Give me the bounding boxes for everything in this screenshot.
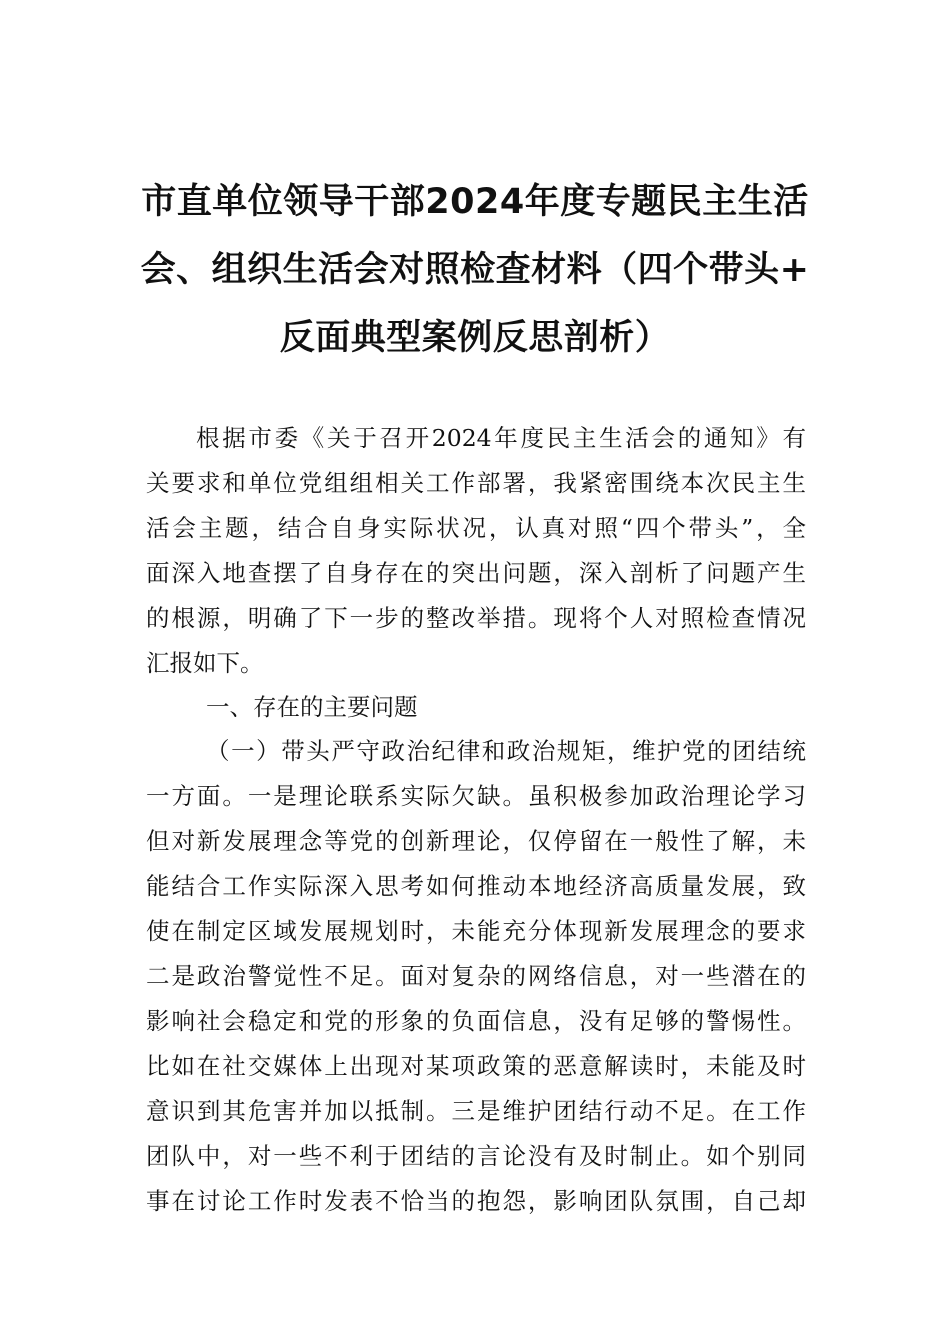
body-line: 事在讨论工作时发表不恰当的抱怨，影响团队氛围，自己却 bbox=[146, 1187, 806, 1215]
body-line: 比如在社交媒体上出现对某项政策的恶意解读时，未能及时 bbox=[146, 1052, 806, 1080]
body-line: 意识到其危害并加以抵制。三是维护团结行动不足。在工作 bbox=[146, 1097, 806, 1125]
title-line: 反面典型案例反思剖析） bbox=[279, 318, 671, 358]
intro-line: 汇报如下。 bbox=[146, 649, 264, 677]
body-line: （一）带头严守政治纪律和政治规矩，维护党的团结统 bbox=[206, 737, 806, 765]
body-line: 使在制定区域发展规划时，未能充分体现新发展理念的要求 bbox=[146, 917, 806, 945]
body-line: 团队中，对一些不利于团结的言论没有及时制止。如个别同 bbox=[146, 1142, 806, 1170]
section-heading: 一、存在的主要问题 bbox=[206, 693, 418, 721]
body-line: 但对新发展理念等党的创新理论，仅停留在一般性了解，未 bbox=[146, 827, 806, 855]
intro-line: 活会主题，结合自身实际状况，认真对照“四个带头”，全 bbox=[146, 514, 806, 542]
document-title bbox=[140, 168, 810, 372]
intro-line: 关要求和单位党组组相关工作部署，我紧密围绕本次民主生 bbox=[146, 469, 806, 497]
title-line: 会、组织生活会对照检查材料（四个带头+ bbox=[140, 250, 810, 290]
body-line: 二是政治警觉性不足。面对复杂的网络信息，对一些潜在的 bbox=[146, 962, 806, 990]
body-line: 一方面。一是理论联系实际欠缺。虽积极参加政治理论学习 bbox=[146, 782, 806, 810]
intro-line: 面深入地查摆了自身存在的突出问题，深入剖析了问题产生 bbox=[146, 559, 806, 587]
intro-line: 根据市委《关于召开2024年度民主生活会的通知》有 bbox=[196, 424, 806, 452]
intro-line: 的根源，明确了下一步的整改举措。现将个人对照检查情况 bbox=[146, 604, 806, 632]
body-line: 能结合工作实际深入思考如何推动本地经济高质量发展，致 bbox=[146, 872, 806, 900]
title-line: 市直单位领导干部2024年度专题民主生活 bbox=[141, 182, 809, 222]
body-line: 影响社会稳定和党的形象的负面信息，没有足够的警惕性。 bbox=[146, 1007, 806, 1035]
